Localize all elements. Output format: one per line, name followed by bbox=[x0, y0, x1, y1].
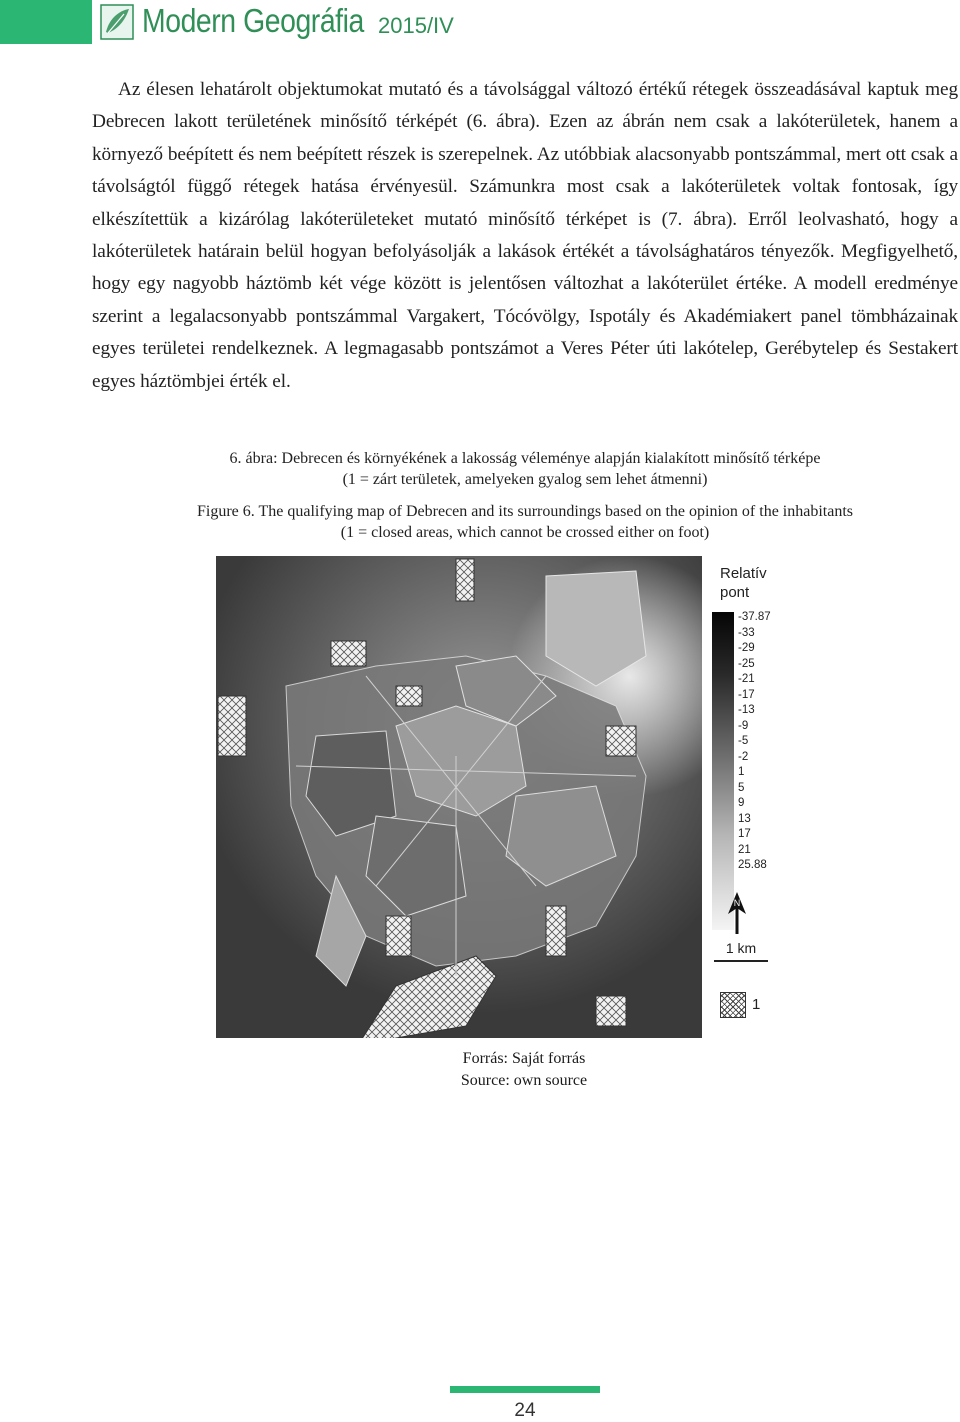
journal-issue: 2015/IV bbox=[378, 13, 454, 38]
legend-value: 5 bbox=[738, 781, 745, 794]
caption-hu-line2: (1 = zárt területek, amelyeken gyalog sem lehet átmenni) bbox=[342, 471, 708, 488]
legend-color-ramp bbox=[712, 612, 734, 930]
legend-title-line2: pont bbox=[720, 584, 750, 601]
page-number: 24 bbox=[514, 1400, 536, 1421]
legend-value: -13 bbox=[738, 704, 755, 716]
legend-value: 17 bbox=[738, 828, 751, 840]
footer-accent-bar bbox=[450, 1386, 600, 1393]
source-hu: Forrás: Saját forrás bbox=[462, 1050, 586, 1067]
legend-title-line1: Relatív bbox=[720, 565, 767, 582]
page-header bbox=[0, 0, 960, 46]
legend-value: 1 bbox=[738, 766, 745, 778]
scale-line bbox=[714, 960, 768, 962]
body-text bbox=[92, 74, 958, 398]
figure-caption-en bbox=[92, 501, 958, 543]
qualifying-map bbox=[216, 556, 702, 1038]
legend-value: -5 bbox=[738, 735, 749, 747]
caption-en-line2: (1 = closed areas, which cannot be crossed either on foot) bbox=[340, 524, 710, 541]
legend-title bbox=[720, 564, 767, 602]
legend-value: 25.88 bbox=[738, 859, 767, 871]
leaf-logo-icon bbox=[100, 4, 134, 40]
body-paragraph: Az élesen lehatárolt objektumokat mutató és a távolsággal változó értékű rétegek összeadásával kaptuk meg Debrecen lakott területének minősítő térképét (6. ábra). Ezen az ábrán nem csak a lakóterületek, hanem a környező beépített és nem beépített részek is szerepelnek. Az utóbbiak alacsonyabb pontszámmal, mert ott csak a távolságtól függő rétegek hatása érvényesül. Számunkra most csak a lakóterületek voltak fontosak, így elkészítettük a kizárólag lakóterületeket mutató minősítő térképet is (7. ábra). Erről leolvasható, hogy a lakóterületek határain belül hogyan befolyásolják a lakások értékét a távolsághatáros tényezők. Megfigyelhető, hogy egy nagyobb háztömb két vége között is jelentősen változhat a lakóterület értéke. A modell eredménye szerint a legalacsonyabb pontszámmal Vargakert, Tócóvölgy, Ispotály és Akadémiakert panel tömbházainak egyes területei rendelkeznek. A legmagasabb pontszámot a Veres Péter úti lakótelep, Gerébytelep és Sestakert egyes háztömbjei érték el. bbox=[92, 79, 958, 392]
legend-value: -21 bbox=[738, 673, 755, 685]
hatch-label: 1 bbox=[752, 996, 761, 1013]
legend-value: 21 bbox=[738, 843, 751, 856]
figure-source bbox=[324, 1048, 724, 1092]
hatch-swatch-icon bbox=[720, 992, 746, 1018]
legend-value: -29 bbox=[738, 642, 755, 654]
header-accent-bar bbox=[0, 0, 92, 44]
map-image bbox=[216, 556, 702, 1038]
map-legend bbox=[710, 560, 800, 1030]
caption-hu-line1: 6. ábra: Debrecen és környékének a lakosság véleménye alapján kialakított minősítő térképe bbox=[229, 450, 821, 467]
source-en: Source: own source bbox=[460, 1072, 588, 1089]
legend-value: -2 bbox=[738, 750, 749, 763]
caption-en-line1: Figure 6. The qualifying map of Debrecen and its surroundings based on the opinion of the inhabitants bbox=[196, 503, 853, 520]
north-arrow-icon bbox=[722, 890, 752, 936]
legend-value: -9 bbox=[738, 719, 749, 732]
legend-value: -37.87 bbox=[738, 611, 771, 623]
journal-title: Modern Geográfia bbox=[142, 2, 364, 39]
north-label: N bbox=[733, 898, 741, 908]
legend-value: -33 bbox=[738, 626, 755, 639]
legend-value: 9 bbox=[738, 797, 745, 809]
scale-bar bbox=[714, 940, 768, 962]
legend-value: -17 bbox=[738, 688, 755, 701]
scale-label: 1 km bbox=[725, 940, 757, 956]
legend-value: 13 bbox=[738, 812, 751, 825]
legend-value: -25 bbox=[738, 657, 755, 670]
figure-caption-hu bbox=[92, 448, 958, 490]
